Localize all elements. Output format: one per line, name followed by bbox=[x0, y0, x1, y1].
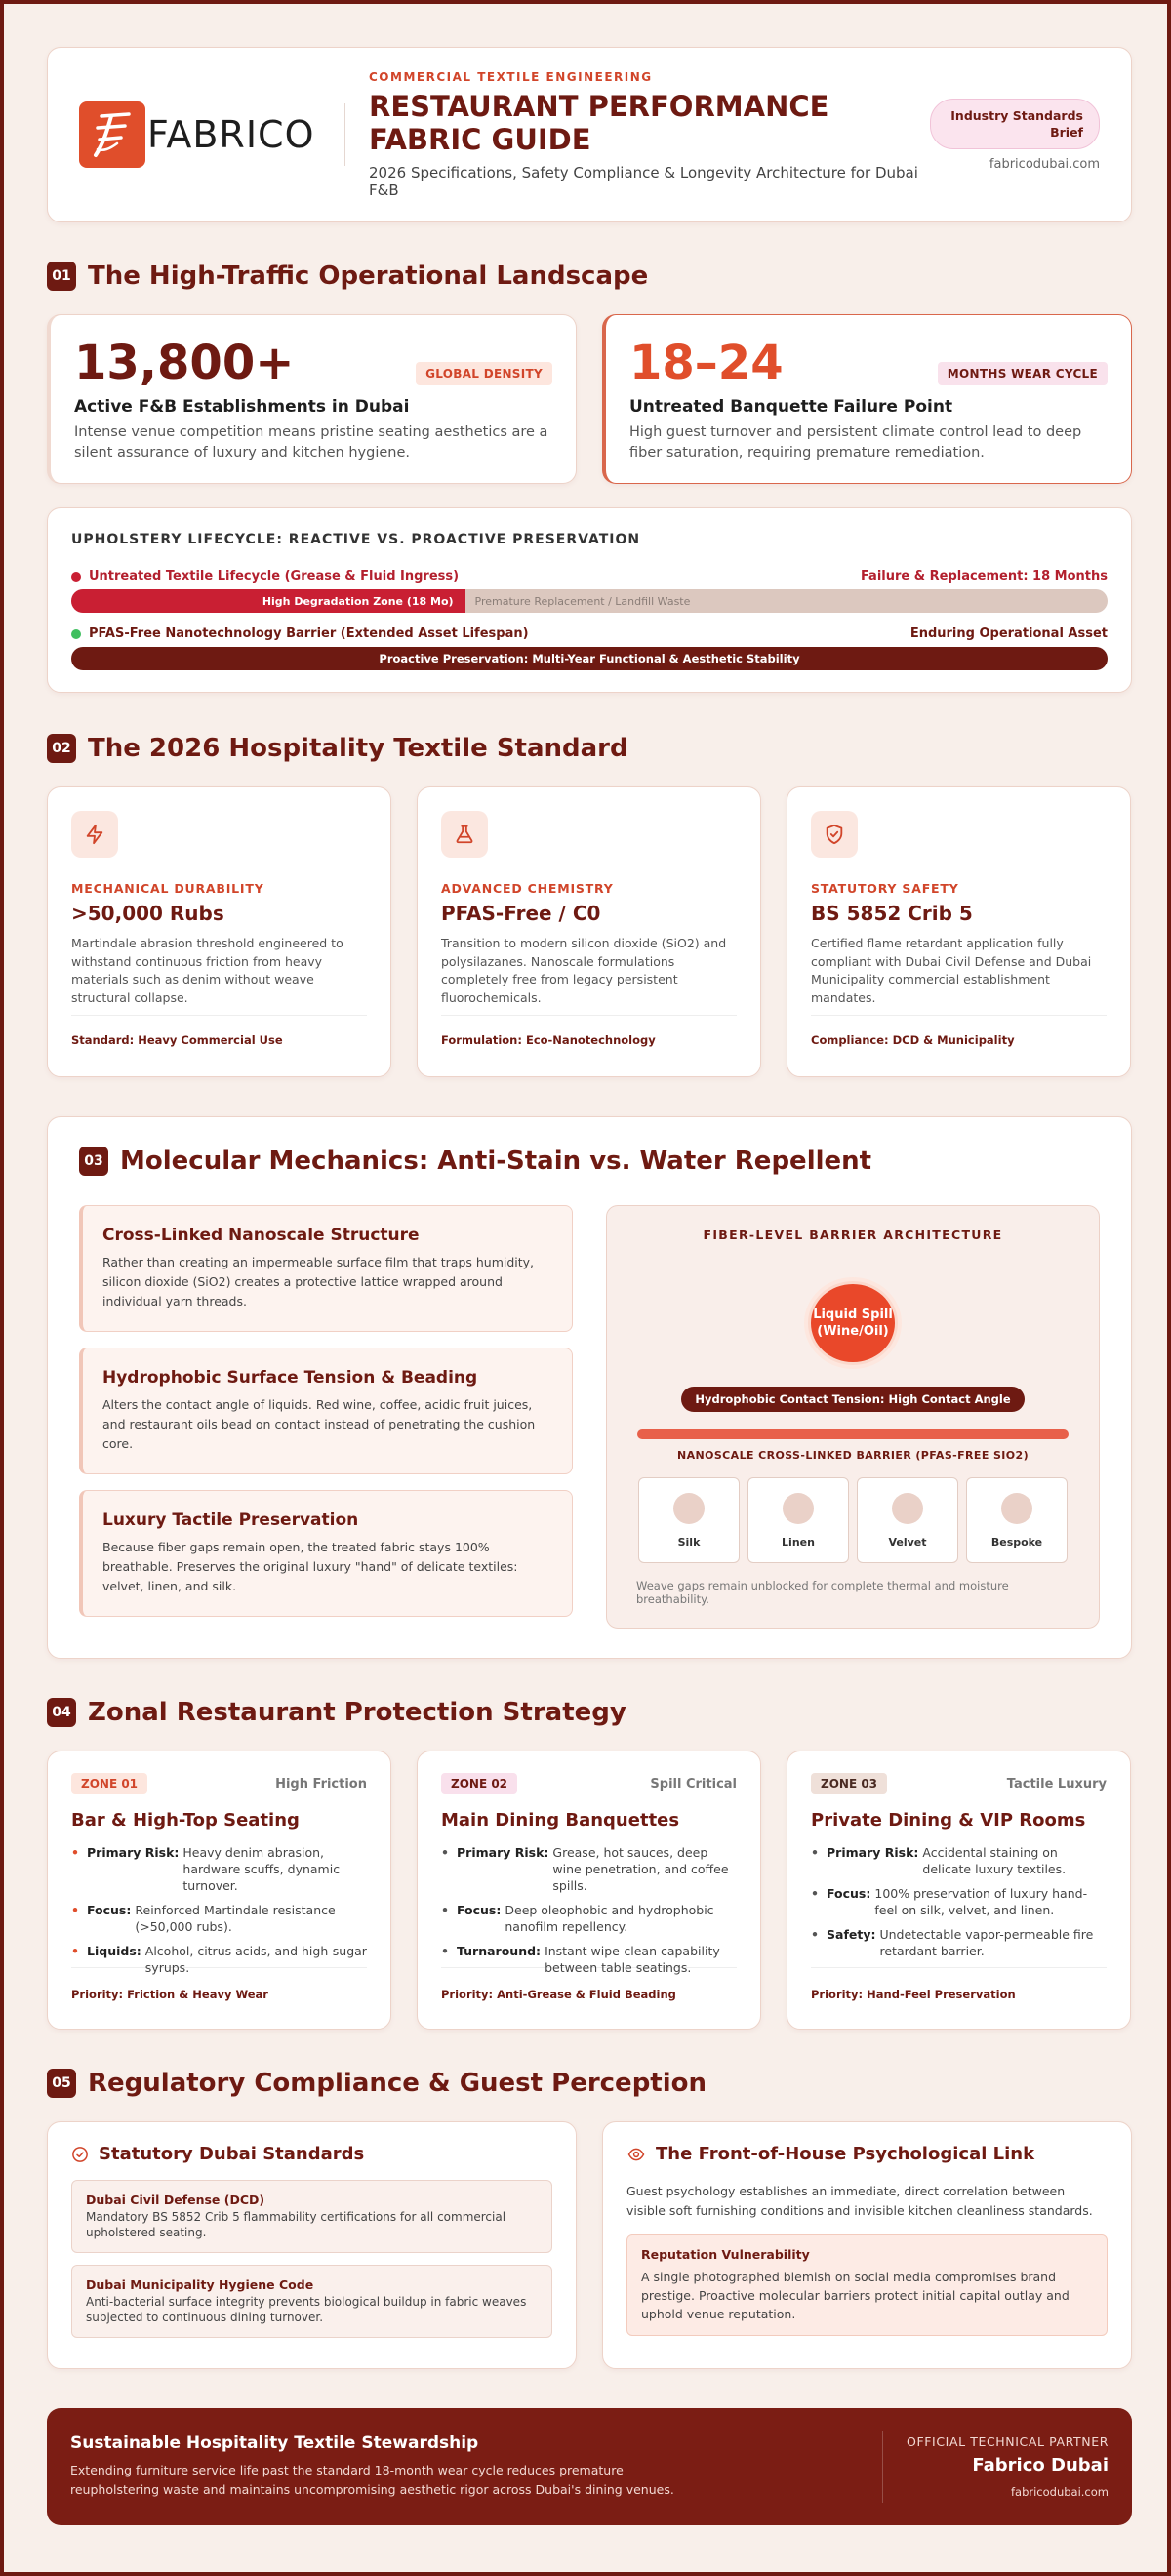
standard-eyebrow: ADVANCED CHEMISTRY bbox=[441, 881, 614, 896]
header-url[interactable]: fabricodubai.com bbox=[989, 156, 1100, 172]
zone-header bbox=[441, 1773, 737, 1794]
section-number: 02 bbox=[47, 734, 76, 763]
header-eyebrow: COMMERCIAL TEXTILE ENGINEERING bbox=[369, 70, 653, 84]
section-4-heading bbox=[47, 1698, 1132, 1727]
standard-description: Martindale abrasion threshold engineered to withstand continuous friction from heavy materials such as denim without weave structural collapse. bbox=[71, 936, 343, 1005]
bullet-icon: • bbox=[441, 1944, 449, 1958]
list-value: 100% preservation of luxury hand-feel on silk, velvet, and linen. bbox=[874, 1886, 1088, 1917]
zone-header bbox=[71, 1773, 367, 1794]
standard-value: BS 5852 Crib 5 bbox=[811, 902, 973, 925]
standard-footer: Compliance: DCD & Municipality bbox=[811, 1033, 1015, 1047]
section-title: Molecular Mechanics: Anti-Stain vs. Water Repellent bbox=[120, 1147, 872, 1176]
bullet-icon: • bbox=[811, 1927, 819, 1942]
degradation-zone-fill: High Degradation Zone (18 Mo) bbox=[71, 589, 465, 613]
section-title: The High-Traffic Operational Landscape bbox=[88, 262, 649, 291]
zone-badge: ZONE 03 bbox=[811, 1773, 887, 1794]
fiber-icon bbox=[892, 1493, 923, 1524]
liquid-spill-drop: Liquid Spill (Wine/Oil) bbox=[808, 1281, 898, 1365]
standard-card-durability bbox=[47, 786, 391, 1077]
psych-title bbox=[626, 2144, 1108, 2164]
standards-row bbox=[47, 786, 1132, 1077]
zone-card-1 bbox=[47, 1751, 391, 2030]
section-title: The 2026 Hospitality Textile Standard bbox=[88, 734, 628, 763]
lifecycle-card bbox=[47, 507, 1132, 693]
stat-value: 18–24 bbox=[629, 336, 784, 390]
zone-list bbox=[811, 1844, 1107, 1967]
mechanics-body bbox=[79, 1205, 1100, 1632]
bolt-icon bbox=[71, 811, 118, 858]
footer-left bbox=[70, 2434, 853, 2500]
law-description: Anti-bacterial surface integrity prevents biological buildup in fabric weaves subjected to continuous dining turnover. bbox=[86, 2295, 527, 2324]
list-key: Primary Risk: bbox=[87, 1845, 180, 1860]
divider bbox=[811, 1015, 1107, 1016]
stat-card-wear-cycle bbox=[602, 314, 1132, 484]
zone-badge: ZONE 02 bbox=[441, 1773, 517, 1794]
list-key: Focus: bbox=[457, 1903, 502, 1917]
lifecycle-treated-text: PFAS-Free Nanotechnology Barrier (Extended Asset Lifespan) bbox=[89, 626, 529, 641]
divider bbox=[441, 1015, 737, 1016]
zone-header bbox=[811, 1773, 1107, 1794]
footer-url[interactable]: fabricodubai.com bbox=[1010, 2485, 1109, 2499]
fiber-icon bbox=[673, 1493, 705, 1524]
zone-type: High Friction bbox=[275, 1776, 367, 1791]
law-description: Mandatory BS 5852 Crib 5 flammability certifications for all commercial upholstered seating. bbox=[86, 2210, 506, 2239]
law-item bbox=[71, 2180, 552, 2253]
fabric-swatch bbox=[747, 1477, 849, 1563]
feature-item bbox=[79, 1205, 573, 1332]
list-key: Liquids: bbox=[87, 1944, 141, 1958]
zone-card-3 bbox=[787, 1751, 1131, 2030]
standard-card-safety bbox=[787, 786, 1131, 1077]
lifecycle-title: UPHOLSTERY LIFECYCLE: REACTIVE VS. PROACTIVE PRESERVATION bbox=[71, 532, 641, 547]
stat-badge: GLOBAL DENSITY bbox=[416, 362, 552, 385]
zone-priority: Priority: Anti-Grease & Fluid Beading bbox=[441, 1988, 676, 2001]
law-title: Dubai Municipality Hygiene Code bbox=[86, 2277, 314, 2292]
red-dot-icon bbox=[71, 572, 81, 582]
standard-description: Transition to modern silicon dioxide (SiO2) and polysilazanes. Nanoscale formulations completely free from legacy persistent fluorochemicals. bbox=[441, 936, 727, 1005]
fabric-label: Velvet bbox=[888, 1535, 927, 1549]
feature-title: Luxury Tactile Preservation bbox=[102, 1510, 359, 1530]
page-subtitle: 2026 Specifications, Safety Compliance & Longevity Architecture for Dubai F&B bbox=[369, 164, 918, 199]
bullet-icon: • bbox=[811, 1845, 819, 1860]
stat-badge: MONTHS WEAR CYCLE bbox=[938, 362, 1108, 385]
section-5-heading bbox=[47, 2069, 1132, 2098]
list-item bbox=[811, 1844, 1107, 1877]
bullet-icon: • bbox=[71, 1845, 79, 1860]
stat-description: High guest turnover and persistent climate control lead to deep fiber saturation, requiring premature remediation. bbox=[629, 424, 1082, 461]
divider bbox=[71, 1015, 367, 1016]
zone-row bbox=[47, 1751, 1132, 2030]
reputation-box bbox=[626, 2234, 1108, 2336]
zone-badge: ZONE 01 bbox=[71, 1773, 147, 1794]
logo bbox=[79, 101, 319, 168]
law-item bbox=[71, 2265, 552, 2338]
law-title: Dubai Civil Defense (DCD) bbox=[86, 2193, 265, 2207]
untreated-progress-bar bbox=[71, 589, 1108, 613]
lifecycle-enduring-label: Enduring Operational Asset bbox=[909, 626, 1108, 641]
stat-card-density bbox=[47, 314, 577, 484]
list-value: Deep oleophobic and hydrophobic nanofilm repellency. bbox=[505, 1903, 714, 1934]
fiber-icon bbox=[783, 1493, 814, 1524]
reputation-title: Reputation Vulnerability bbox=[641, 2247, 810, 2262]
statutory-title bbox=[71, 2144, 552, 2164]
section-1-heading bbox=[47, 262, 1132, 291]
header-card bbox=[47, 47, 1132, 222]
zone-list bbox=[71, 1844, 367, 1975]
lifecycle-untreated-text: Untreated Textile Lifecycle (Grease & Fluid Ingress) bbox=[89, 569, 460, 584]
bullet-icon: • bbox=[811, 1886, 819, 1901]
feature-title: Hydrophobic Surface Tension & Beading bbox=[102, 1368, 478, 1388]
treated-progress-bar: Proactive Preservation: Multi-Year Functional & Aesthetic Stability bbox=[71, 647, 1108, 670]
list-key: Primary Risk: bbox=[827, 1845, 919, 1860]
molecular-mechanics-card bbox=[47, 1116, 1132, 1659]
zone-type: Spill Critical bbox=[650, 1776, 737, 1791]
bullet-icon: • bbox=[71, 1944, 79, 1958]
list-key: Focus: bbox=[87, 1903, 132, 1917]
stat-label: Active F&B Establishments in Dubai bbox=[74, 397, 410, 417]
feature-item bbox=[79, 1348, 573, 1474]
footer-banner bbox=[47, 2408, 1132, 2525]
zone-title: Private Dining & VIP Rooms bbox=[811, 1810, 1086, 1831]
divider bbox=[811, 1967, 1107, 1968]
list-value: Reinforced Martindale resistance (>50,000 rubs). bbox=[135, 1903, 336, 1934]
footer-title: Sustainable Hospitality Textile Stewardship bbox=[70, 2434, 479, 2453]
list-item bbox=[441, 1943, 737, 1976]
fabric-label: Linen bbox=[782, 1535, 815, 1549]
shield-check-icon bbox=[811, 811, 858, 858]
stat-row bbox=[47, 314, 1132, 484]
stat-label: Untreated Banquette Failure Point bbox=[629, 397, 953, 417]
logo-mark-icon bbox=[79, 101, 145, 168]
zone-type: Tactile Luxury bbox=[1006, 1776, 1107, 1791]
standard-description: Certified flame retardant application fully compliant with Dubai Civil Defense and Dubai Municipality commercial establishment mandates. bbox=[811, 936, 1092, 1005]
green-dot-icon bbox=[71, 629, 81, 639]
flask-icon bbox=[441, 811, 488, 858]
list-item bbox=[71, 1902, 367, 1935]
bullet-icon: • bbox=[71, 1903, 79, 1917]
weave-note: Weave gaps remain unblocked for complete thermal and moisture breathability. bbox=[636, 1579, 1009, 1606]
lifecycle-row-treated bbox=[71, 626, 1108, 641]
standard-card-chemistry bbox=[417, 786, 761, 1077]
feature-description: Alters the contact angle of liquids. Red wine, coffee, acidic fruit juices, and restaurant oils bead on contact instead of penetrating the cushion core. bbox=[102, 1397, 536, 1451]
section-3-heading bbox=[79, 1147, 1100, 1176]
list-value: Alcohol, citrus acids, and high-sugar syrups. bbox=[144, 1944, 367, 1975]
standard-value: >50,000 Rubs bbox=[71, 902, 224, 925]
header-main bbox=[369, 70, 930, 199]
lifecycle-row-untreated bbox=[71, 569, 1108, 584]
industry-brief-badge: Industry Standards Brief bbox=[930, 99, 1100, 149]
list-value: Heavy denim abrasion, hardware scuffs, dynamic turnover. bbox=[182, 1845, 341, 1893]
eye-icon bbox=[626, 2146, 646, 2163]
feature-description: Rather than creating an impermeable surface film that traps humidity, silicon dioxide (SiO2) creates a protective lattice wrapped around individual yarn threads. bbox=[102, 1255, 535, 1308]
header-divider bbox=[344, 103, 345, 166]
lifecycle-label-treated bbox=[71, 626, 529, 641]
footer-right bbox=[907, 2435, 1109, 2499]
logo-text: FABRICO bbox=[147, 113, 315, 156]
standard-eyebrow: STATUTORY SAFETY bbox=[811, 881, 959, 896]
footer-description: Extending furniture service life past the standard 18-month wear cycle reduces premature reupholstering waste and maintains uncompromising aesthetic rigor across Dubai's dining venues. bbox=[70, 2463, 674, 2497]
list-item bbox=[71, 1943, 367, 1976]
contact-tension-label: Hydrophobic Contact Tension: High Contact Angle bbox=[681, 1387, 1024, 1412]
feature-list bbox=[79, 1205, 573, 1632]
page bbox=[47, 47, 1132, 2525]
statutory-standards-card bbox=[47, 2121, 577, 2369]
list-value: Undetectable vapor-permeable fire retardant barrier. bbox=[879, 1927, 1094, 1958]
page-title: RESTAURANT PERFORMANCE FABRIC GUIDE bbox=[369, 90, 829, 156]
list-item bbox=[441, 1902, 737, 1935]
standard-footer: Standard: Heavy Commercial Use bbox=[71, 1033, 283, 1047]
standard-footer: Formulation: Eco-Nanotechnology bbox=[441, 1033, 656, 1047]
fabric-label: Bespoke bbox=[990, 1535, 1043, 1549]
zone-priority: Priority: Hand-Feel Preservation bbox=[811, 1988, 1016, 2001]
header-right bbox=[930, 99, 1100, 172]
list-item bbox=[71, 1844, 367, 1894]
fabric-swatch bbox=[857, 1477, 958, 1563]
zone-card-2 bbox=[417, 1751, 761, 2030]
psych-title-text: The Front-of-House Psychological Link bbox=[656, 2144, 1035, 2164]
zone-title: Main Dining Banquettes bbox=[441, 1810, 680, 1831]
psych-description: Guest psychology establishes an immediate, direct correlation between visible soft furnishing conditions and invisible kitchen cleanliness standards. bbox=[626, 2184, 1093, 2218]
section-number: 01 bbox=[47, 262, 76, 291]
stat-value: 13,800+ bbox=[74, 336, 295, 390]
lifecycle-label-untreated bbox=[71, 569, 459, 584]
standard-value: PFAS-Free / C0 bbox=[441, 902, 601, 925]
footer-divider bbox=[882, 2431, 883, 2503]
section-title: Regulatory Compliance & Guest Perception bbox=[88, 2069, 707, 2098]
zone-list bbox=[441, 1844, 737, 1975]
diagram-title: FIBER-LEVEL BARRIER ARCHITECTURE bbox=[703, 1228, 1003, 1242]
statutory-title-text: Statutory Dubai Standards bbox=[99, 2144, 365, 2164]
fabric-label: Silk bbox=[677, 1535, 701, 1549]
zone-priority: Priority: Friction & Heavy Wear bbox=[71, 1988, 268, 2001]
fiber-icon bbox=[1001, 1493, 1032, 1524]
bullet-icon: • bbox=[441, 1903, 449, 1917]
psychological-link-card bbox=[602, 2121, 1132, 2369]
barrier-line bbox=[637, 1429, 1069, 1439]
section-number: 03 bbox=[79, 1147, 108, 1176]
compliance-row bbox=[47, 2121, 1132, 2369]
list-key: Safety: bbox=[827, 1927, 876, 1942]
lifecycle-failure-label: Failure & Replacement: 18 Months bbox=[860, 569, 1108, 584]
fabric-swatch bbox=[638, 1477, 740, 1563]
reputation-description: A single photographed blemish on social media compromises brand prestige. Proactive molecular barriers protect initial capital outlay and uphold venue reputation. bbox=[641, 2270, 1070, 2321]
footer-eyebrow: OFFICIAL TECHNICAL PARTNER bbox=[907, 2435, 1109, 2449]
fabric-swatch bbox=[966, 1477, 1068, 1563]
feature-description: Because fiber gaps remain open, the treated fabric stays 100% breathable. Preserves the original luxury "hand" of delicate textiles: velvet, linen, and silk. bbox=[102, 1540, 518, 1593]
list-key: Primary Risk: bbox=[457, 1845, 549, 1860]
list-key: Focus: bbox=[827, 1886, 871, 1901]
check-circle-icon bbox=[71, 2146, 89, 2163]
partner-name: Fabrico Dubai bbox=[972, 2455, 1109, 2475]
list-value: Accidental staining on delicate luxury textiles. bbox=[922, 1845, 1067, 1876]
section-number: 04 bbox=[47, 1698, 76, 1727]
barrier-label: NANOSCALE CROSS-LINKED BARRIER (PFAS-FREE SIO2) bbox=[676, 1449, 1030, 1462]
bullet-icon: • bbox=[441, 1845, 449, 1860]
list-key: Turnaround: bbox=[457, 1944, 542, 1958]
stat-description: Intense venue competition means pristine seating aesthetics are a silent assurance of luxury and kitchen hygiene. bbox=[74, 424, 548, 461]
feature-title: Cross-Linked Nanoscale Structure bbox=[102, 1226, 420, 1245]
section-number: 05 bbox=[47, 2069, 76, 2098]
section-2-heading bbox=[47, 734, 1132, 763]
barrier-diagram bbox=[606, 1205, 1100, 1629]
zone-title: Bar & High-Top Seating bbox=[71, 1810, 300, 1831]
replacement-zone: Premature Replacement / Landfill Waste bbox=[474, 594, 691, 608]
list-value: Grease, hot sauces, deep wine penetration, and coffee spills. bbox=[552, 1845, 729, 1893]
standard-eyebrow: MECHANICAL DURABILITY bbox=[71, 881, 264, 896]
list-item bbox=[811, 1926, 1107, 1959]
list-item bbox=[441, 1844, 737, 1894]
list-value: Instant wipe-clean capability between table seatings. bbox=[545, 1944, 720, 1975]
section-title: Zonal Restaurant Protection Strategy bbox=[88, 1698, 626, 1727]
list-item bbox=[811, 1885, 1107, 1918]
fabric-swatches bbox=[638, 1477, 1068, 1563]
feature-item bbox=[79, 1490, 573, 1617]
